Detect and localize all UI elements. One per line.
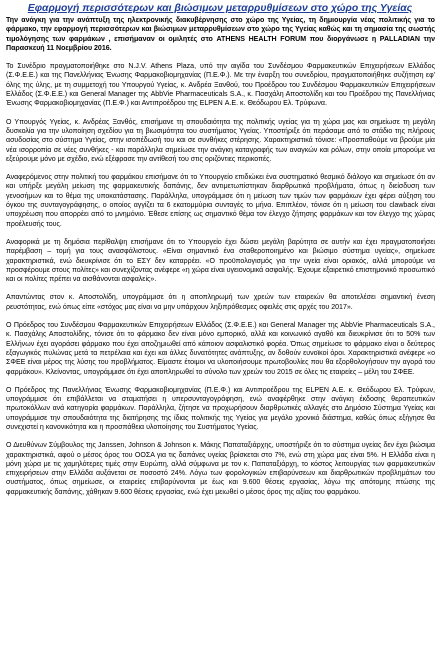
article-paragraph: Ο Πρόεδρος του Συνδέσμου Φαρμακευτικών Επιχειρήσεων Ελλάδος (Σ.Φ.Ε.Ε.) και General Manager της AbbVie Pharmaceuticals S.A., κ. Πασχάλης Αποστολίδης, τόνισε ότι το φάρμακο δεν είναι μόνο εμπορικό, αλλά και κοινωνικό αγαθό και διευκρίνισε ότι το 50% των Ελλήνων έχει αγοράσει φάρμακο που έχει αποζημιωθεί από κάποιον ασφαλιστικό φορέα. Όπως σημείωσε το φάρμακο είναι ο δεύτερος εξαγωγικός πυλώνας μετά τα πετρέλαια και έχει και άλλες δυνατότητες ανάπτυξης, αν δοθούν ευνοϊκοί όροι. Χαρακτηριστικά ανέφερε «ο ΣΦΕΕ είναι μέρος της λύσης του προβλήματος. Είμαστε έτοιμοι να υλοποιήσουμε πρωτοβουλίες που θα εξορθολογήσουν την αγορά του φαρμάκου». Κλείνοντας, υπογράμμισε ότι έχει αποπληρωθεί το σύνολο των χρεών του 2015 σε όλες τις εταιρείες – μέλη του ΣΦΕΕ.	[6, 322, 435, 376]
article-title: Εφαρμογή περισσότερων και βιώσιμων μεταρρυθμίσεων στο χώρο της Υγείας	[27, 3, 413, 14]
article-paragraph: Το Συνέδριο πραγματοποιήθηκε στο N.J.V. Athens Plaza, υπό την αιγίδα του Συνδέσμου Φαρμακευτικών Επιχειρήσεων Ελλάδος (Σ.Φ.Ε.Ε.) και της Πανελλήνιας Ένωσης Φαρμακοβιομηχανίας (Π.Ε.Φ.). Με την έναρξη του συνεδρίου, πραγματοποιήθηκε συζήτηση εφ' όλης της ύλης, με τη συμμετοχή του Υπουργού Υγείας, κ. Ανδρέα Ξανθού, του Προέδρου του Συνδέσμου Φαρμακευτικών Επιχειρήσεων Ελλάδος (Σ.Φ.Ε.Ε.) και General Manager της AbbVie Pharmaceuticals S.A., κ. Πασχάλη Αποστολίδη και του Προέδρου της Πανελλήνιας Ένωσης Φαρμακοβιομηχανίας (Π.Ε.Φ.) και Αντιπροέδρου της ELPEN Α.Ε. κ. Θεόδωρου Ελ. Τρύφωνα.	[6, 63, 435, 108]
article-paragraph: Ο Πρόεδρος της Πανελλήνιας Ένωσης Φαρμακοβιομηχανίας (Π.Ε.Φ.) και Αντιπροέδρου της ELPEN Α.Ε. κ. Θεόδωρου Ελ. Τρύφων, υπογράμμισε ότι επιβάλλεται να σταματήσει η υπερσυνταγογράφηση, ενώ αναφέρθηκε στην ανάγκη έκδοσης θεραπευτικών πρωτοκόλλων ανά κατηγορία φαρμάκων. Παράλληλα, ζήτησε να προχωρήσουν διαρθρωτικές αλλαγές στο Δημόσιο Σύστημα Υγείας και υπογράμμισε την σπουδαιότητα της διατήρησης της ίδιας πολιτικής της Υγείας για μεγάλο χρονικό διάστημα, καθώς όπως εξήγησε θα συνεχιστεί η κανονικότητα και η προσπάθεια υλοποίησης του Συστήματος Υγείας.	[6, 386, 435, 431]
article-paragraph: Απαντώντας στον κ. Αποστολίδη, υπογράμμισε ότι η αποπληρωμή των χρεών των εταιρειών θα αποτελέσει σημαντική ένεση ρευστότητας, ενώ όπως είπε «στόχος μας είναι να μην υπάρχουν ληξιπρόθεσμες οφειλές στις αρχές του 2017».	[6, 294, 435, 311]
article-paragraph: Ο Διευθύνων Σύμβουλος της Janssen, Johnson & Johnson κ. Μάκης Παπαταξιάρχης, υποστήριξε ότι το σύστημα υγείας δεν έχει βιώσιμα χαρακτηριστικά, αφού ο μέσος όρος του ΟΟΣΑ για τις δαπάνες υγείας βρίσκεται στο 7%, ενώ στη χώρα μας είναι 5%. Η Ελλάδα είναι η μόνη χώρα με τις χαμηλότερες τιμές στην Ευρώπη, αλλά σύμφωνα με τον κ. Παπαταξιάρχη, το κόστος λειτουργίας των φαρμακευτικών επιχειρήσεων στην Ελλάδα αυξάνεται σε ποσοστό 24%. Λόγω των φορολογικών επιβαρύνσεων και διαρθρωτικών προβλημάτων του συστήματος, όπως σημείωσε, οι εταιρείες επιβαρύνονται με έως και 9.600 θέσεις εργασίας, λόγω της απότομης πτώσης της φαρμακευτικής δαπάνης, χάθηκαν 9.600 θέσεις εργασίας, ενώ έχει μειωθεί ο μέσος όρος της αξίας του φαρμάκου.	[6, 442, 435, 496]
article-paragraph: Αναφερόμενος στην πολιτική του φαρμάκου επισήμανε ότι το Υπουργείο επιδιώκει ένα συστηματικό θεσμικό διάλογο και σημείωσε ότι αν και υπήρξε μεγάλη μείωση της φαρμακευτικής δαπάνης, δεν αντιμετωπίστηκαν διαρθρωτικά προβλήματα, όπως η διείσδυση των γενοσήμων και το θέμα της υποκατάστασης. Παράλληλα, υπογράμμισε ότι η μείωση των τιμών των φαρμάκων έχει φέρει αύξηση του όγκου της συνταγογράφησης, ο οποίος αγγίζει τα 6 εκατομμύρια συνταγές το μήνα. Επιπλέον, τόνισε ότι η μείωση του clawback είναι υποχρέωση που απορρέει από το μνημόνιο. Έθεσε επίσης ως σημαντικό θέμα τον έλεγχο ζήτησης φαρμάκων και τον έλεγχο της χώρας προέλευσής τους.	[6, 174, 435, 228]
article-paragraph: Αναφορικά με τη δημόσια περίθαλψη επισήμανε ότι το Υπουργείο έχει δώσει μεγάλη βαρύτητα σε αυτήν και έχει πραγματοποιήσει παρέμβαση – τομή για τους ανασφάλιστους. «Είναι σημαντικό ένα σταθεροποιημένο και βιώσιμο σύστημα υγείας», σημείωσε χαρακτηριστικά, ενώ διευκρίνισε ότι το ΕΣΥ δεν καταρρέει. «Ο προϋπολογισμός για την υγεία είναι οριακός, αλλά μπορούμε να προσφέρουμε στους πολίτες» και συνεχίζοντας ανέφερε «η χώρα είναι υγειονομικά ασφαλής. Έχουμε εξαιρετικό επιστημονικό προσωπικό και οι πολίτες πρέπει να αισθάνονται ασφαλείς».	[6, 238, 435, 284]
article-lead-paragraph: Την ανάγκη για την ανάπτυξη της ηλεκτρονικής διακυβέρνησης στο χώρο της Υγείας, τη δημιουργία νέας πολιτικής για το φάρμακο, την εφαρμογή περισσότερων και βιώσιμων μεταρρυθμίσεων στο χώρο της Υγείας καθώς και τη σημασία της σωστής τιμολόγησης των φαρμάκων , επισήμαναν οι ομιλητές στο ATHENS HEALTH FORUM που διοργάνωσε η PALLADIAN την Παρασκευή 11 Νοεμβρίου 2016.	[6, 17, 435, 52]
article-paragraph: Ο Υπουργός Υγείας, κ. Ανδρέας Ξανθός, επισήμανε τη σπουδαιότητα της πολιτικής υγείας για τη χώρα μας και σημείωσε τη μεγάλη δυσκολία για την υλοποίηση σχεδίου για τη βιωσιμότητα του συστήματος Υγείας. Υποστήριξε ότι περάσαμε από το στάδιο της πλήρους ασυδοσίας στο σύστημα Υγείας, στην ισοπέδωσή του και σε συνθήκες στέρησης. Χαρακτηριστικά τόνισε: «Προσπαθούμε να βρούμε μία νέα ισορροπία σε νέες συνθήκες - και παράλληλα σημείωσε την ανάγκη καταγραφής των αναγκών και ρόλων, στην οποία μπορούμε να εξεύρουμε μόνο με σχέδιο, ενώ εξέφρασε την αντίθεσή του στις οριζόντιες περικοπές.	[6, 118, 435, 163]
article-body	[0, 15, 440, 497]
